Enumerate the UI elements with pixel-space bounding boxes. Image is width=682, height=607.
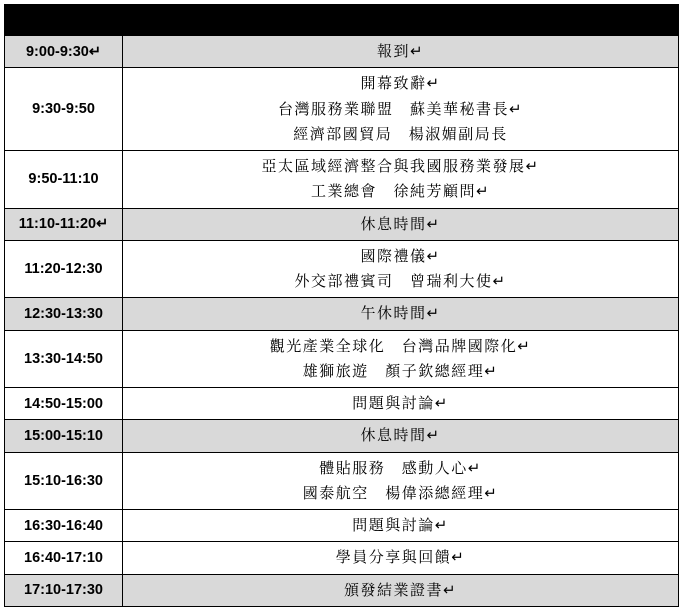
schedule-content-cell xyxy=(123,68,679,151)
schedule-content-line: 報到↵ xyxy=(376,43,425,60)
schedule-content-cell xyxy=(123,208,679,240)
schedule-time-cell: 15:10-16:30 xyxy=(5,452,123,510)
table-row xyxy=(5,574,679,606)
schedule-content-cell xyxy=(123,388,679,420)
table-row xyxy=(5,240,679,298)
table-row xyxy=(5,330,679,388)
schedule-time-cell: 15:00-15:10 xyxy=(5,420,123,452)
table-header-row xyxy=(5,5,679,36)
schedule-content-line: 問題與討論↵ xyxy=(352,517,449,534)
table-header xyxy=(5,5,679,36)
schedule-content-line: 國際禮儀↵ xyxy=(360,247,441,265)
schedule-time-cell: 16:40-17:10 xyxy=(5,542,123,574)
schedule-content-line: 經濟部國貿局 楊淑媚副局長 xyxy=(293,125,508,143)
schedule-content-cell xyxy=(123,298,679,330)
schedule-time-cell: 11:20-12:30 xyxy=(5,240,123,298)
schedule-content-line: 體貼服務 感動人心↵ xyxy=(319,459,482,477)
schedule-content-cell xyxy=(123,542,679,574)
column-header-time: 時 間↵ xyxy=(5,5,123,36)
schedule-content-line: 台灣服務業聯盟 蘇美華秘書長↵ xyxy=(277,100,524,118)
schedule-time-cell: 17:10-17:30 xyxy=(5,574,123,606)
schedule-content-cell xyxy=(123,510,679,542)
table-row xyxy=(5,298,679,330)
schedule-content-cell xyxy=(123,574,679,606)
schedule-content-line: 休息時間↵ xyxy=(360,427,441,445)
schedule-time-cell: 9:30-9:50 xyxy=(5,68,123,151)
schedule-content-line: 國泰航空 楊偉添總經理↵ xyxy=(302,484,499,502)
table-row xyxy=(5,420,679,452)
table-row xyxy=(5,542,679,574)
schedule-time-cell: 13:30-14:50 xyxy=(5,330,123,388)
table-row xyxy=(5,510,679,542)
schedule-content-cell xyxy=(123,420,679,452)
table-row xyxy=(5,36,679,68)
schedule-content-line: 學員分享與回饋↵ xyxy=(335,549,466,567)
schedule-content-line: 午休時間↵ xyxy=(360,305,441,323)
schedule-content-line: 雄獅旅遊 顏子欽總經理↵ xyxy=(302,362,499,380)
schedule-content-cell xyxy=(123,151,679,209)
schedule-time-cell: 16:30-16:40 xyxy=(5,510,123,542)
table-row xyxy=(5,151,679,209)
schedule-content-line: 開幕致辭↵ xyxy=(360,75,441,93)
column-header-content: 內 容↵ xyxy=(123,5,679,36)
schedule-time-cell: 9:50-11:10 xyxy=(5,151,123,209)
schedule-time-cell: 9:00-9:30↵ xyxy=(5,36,123,68)
schedule-content-line: 工業總會 徐純芳顧問↵ xyxy=(310,183,491,201)
schedule-content-line: 休息時間↵ xyxy=(360,215,441,233)
table-row xyxy=(5,68,679,151)
schedule-content-cell xyxy=(123,330,679,388)
schedule-content-line: 頒發結業證書↵ xyxy=(343,581,458,599)
schedule-time-cell: 12:30-13:30 xyxy=(5,298,123,330)
schedule-content-line: 觀光產業全球化 台灣品牌國際化↵ xyxy=(269,337,532,355)
schedule-content-cell xyxy=(123,240,679,298)
schedule-content-line: 外交部禮賓司 曾瑞利大使↵ xyxy=(294,273,507,290)
schedule-content-cell xyxy=(123,36,679,68)
schedule-time-cell: 14:50-15:00 xyxy=(5,388,123,420)
table-body xyxy=(5,36,679,607)
schedule-content-cell xyxy=(123,452,679,510)
schedule-content-line: 問題與討論↵ xyxy=(352,395,449,412)
table-row xyxy=(5,452,679,510)
schedule-time-cell: 11:10-11:20↵ xyxy=(5,208,123,240)
table-row xyxy=(5,208,679,240)
table-row xyxy=(5,388,679,420)
schedule-content-line: 亞太區域經濟整合與我國服務業發展↵ xyxy=(261,158,540,175)
schedule-table xyxy=(4,4,679,607)
